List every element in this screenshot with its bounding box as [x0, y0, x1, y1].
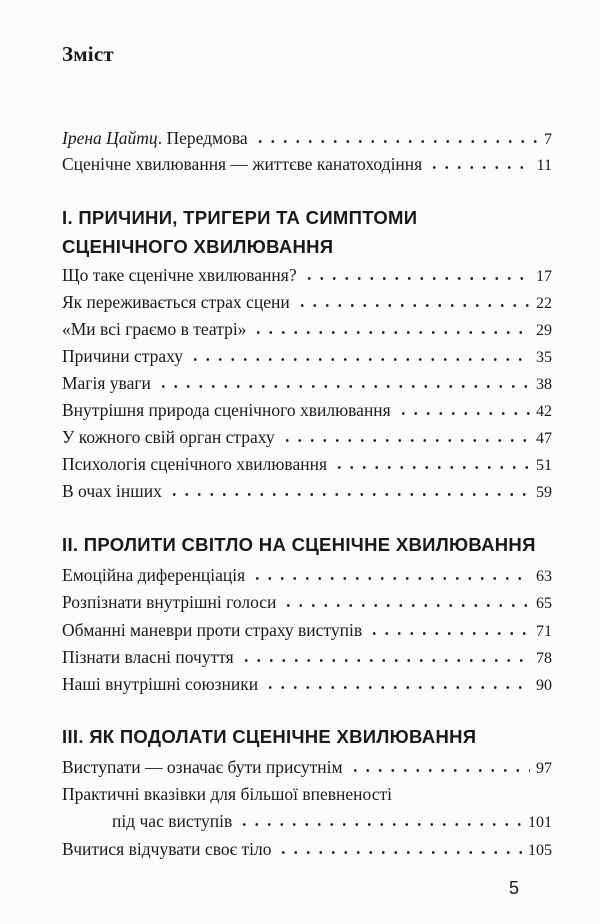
- section-heading-line: III. ЯК ПОДОЛАТИ СЦЕНІЧНЕ ХВИЛЮВАННЯ: [62, 726, 477, 747]
- toc-entry-author: Ірена Цайтц: [62, 128, 158, 148]
- toc-entry-title: Як переживається страх сцени: [62, 292, 290, 312]
- section-heading-3[interactable]: [62, 722, 552, 751]
- toc-page-number: 105: [528, 842, 552, 859]
- dot-leader: [281, 439, 530, 442]
- section-heading-line: СЦЕНІЧНОГО ХВИЛЮВАННЯ: [62, 236, 334, 257]
- toc-entry-title: Сценічне хвилювання — життєве канатоходіння: [62, 154, 423, 174]
- toc-page-number: 90: [536, 677, 552, 694]
- toc-entry-title: Практичні вказівки для більшої впевненості: [62, 784, 393, 804]
- toc-entry-intro[interactable]: [62, 152, 552, 176]
- toc-page-number: 97: [536, 760, 552, 777]
- toc-entry-title: «Ми всі граємо в театрі»: [62, 319, 247, 339]
- toc-entry-continuation[interactable]: [112, 809, 552, 833]
- dot-leader: [168, 493, 530, 496]
- dot-leader: [296, 304, 530, 307]
- toc-entry-title: У кожного свій орган страху: [62, 427, 275, 447]
- toc-page-number: 101: [528, 814, 552, 831]
- toc-entry[interactable]: [62, 563, 552, 587]
- toc-entry[interactable]: [62, 672, 552, 696]
- toc-entry[interactable]: [62, 371, 552, 395]
- toc-entry[interactable]: [62, 263, 552, 287]
- toc-entry[interactable]: [62, 755, 552, 779]
- toc-page-number: 65: [536, 595, 552, 612]
- toc-entry[interactable]: [62, 590, 552, 614]
- dot-leader: [282, 604, 530, 607]
- toc-entry-foreword[interactable]: [62, 126, 552, 150]
- toc-entry[interactable]: [62, 479, 552, 503]
- toc-entry-title: Психологія сценічного хвилювання: [62, 454, 327, 474]
- toc-page-number: 71: [536, 623, 552, 640]
- toc-entry-title: Що таке сценічне хвилювання?: [62, 265, 297, 285]
- dot-leader: [277, 851, 522, 854]
- toc-entry-title-cont: під час виступів: [112, 811, 233, 831]
- dot-leader: [157, 385, 530, 388]
- dot-leader: [397, 412, 530, 415]
- toc-entry-title: Пізнати власні почуття: [62, 647, 234, 667]
- toc-entry[interactable]: [62, 425, 552, 449]
- dot-leader: [349, 769, 530, 772]
- toc-entry[interactable]: [62, 618, 552, 642]
- toc-entry[interactable]: [62, 290, 552, 314]
- toc-page-number: 63: [536, 568, 552, 585]
- dot-leader: [428, 166, 530, 169]
- toc-entry-title: Вчитися відчувати своє тіло: [62, 839, 272, 859]
- toc-entry[interactable]: [62, 837, 552, 861]
- dot-leader: [240, 659, 530, 662]
- toc-entry-title: Внутрішня природа сценічного хвилювання: [62, 400, 391, 420]
- dot-leader: [189, 358, 530, 361]
- toc-entry[interactable]: [62, 452, 552, 476]
- toc-entry[interactable]: [62, 317, 552, 341]
- section-heading-1[interactable]: [62, 203, 552, 261]
- toc-entry[interactable]: [62, 645, 552, 669]
- section-heading-line: I. ПРИЧИНИ, ТРИГЕРИ ТА СИМПТОМИ: [62, 207, 418, 228]
- toc-page-number: 59: [536, 484, 552, 501]
- dot-leader: [254, 140, 538, 143]
- toc-page-number: 17: [536, 268, 552, 285]
- toc-page-number: 35: [536, 349, 552, 366]
- toc-entry[interactable]: [62, 398, 552, 422]
- toc-entry-title: Причини страху: [62, 346, 184, 366]
- dot-leader: [303, 277, 530, 280]
- dot-leader: [264, 686, 530, 689]
- toc-page-number: 29: [536, 322, 552, 339]
- section-heading-2[interactable]: [62, 530, 552, 559]
- toc-page-number: 22: [536, 295, 552, 312]
- toc-page-number: 47: [536, 430, 552, 447]
- toc-entry-title: Магія уваги: [62, 373, 151, 393]
- dot-leader: [238, 823, 522, 826]
- toc-entry-first-line[interactable]: [62, 782, 552, 806]
- toc-page-number: 42: [536, 403, 552, 420]
- toc-page-number: 38: [536, 376, 552, 393]
- toc-entry-title: Наші внутрішні союзники: [62, 674, 259, 694]
- dot-leader: [252, 331, 530, 334]
- toc-entry-title: Емоційна диференціація: [62, 565, 246, 585]
- toc-page-number: 51: [536, 457, 552, 474]
- toc-entry-title: В очах інших: [62, 481, 162, 501]
- toc-entry-title: Обманні маневри проти страху виступів: [62, 620, 363, 640]
- section-heading-line: II. ПРОЛИТИ СВІТЛО НА СЦЕНІЧНЕ ХВИЛЮВАННЯ: [62, 534, 536, 555]
- page-title: Зміст: [62, 42, 114, 66]
- toc-entry-title: Розпізнати внутрішні голоси: [62, 592, 277, 612]
- dot-leader: [251, 577, 530, 580]
- toc-page-number: 11: [536, 157, 552, 174]
- toc-page-number: 7: [544, 131, 552, 148]
- page-number: 5: [509, 878, 520, 898]
- toc-entry-title: Виступати — означає бути присутнім: [62, 757, 343, 777]
- toc-entry[interactable]: [62, 344, 552, 368]
- toc-entry-title: . Передмова: [157, 128, 248, 148]
- dot-leader: [368, 632, 530, 635]
- toc-page-number: 78: [536, 650, 552, 667]
- dot-leader: [333, 466, 530, 469]
